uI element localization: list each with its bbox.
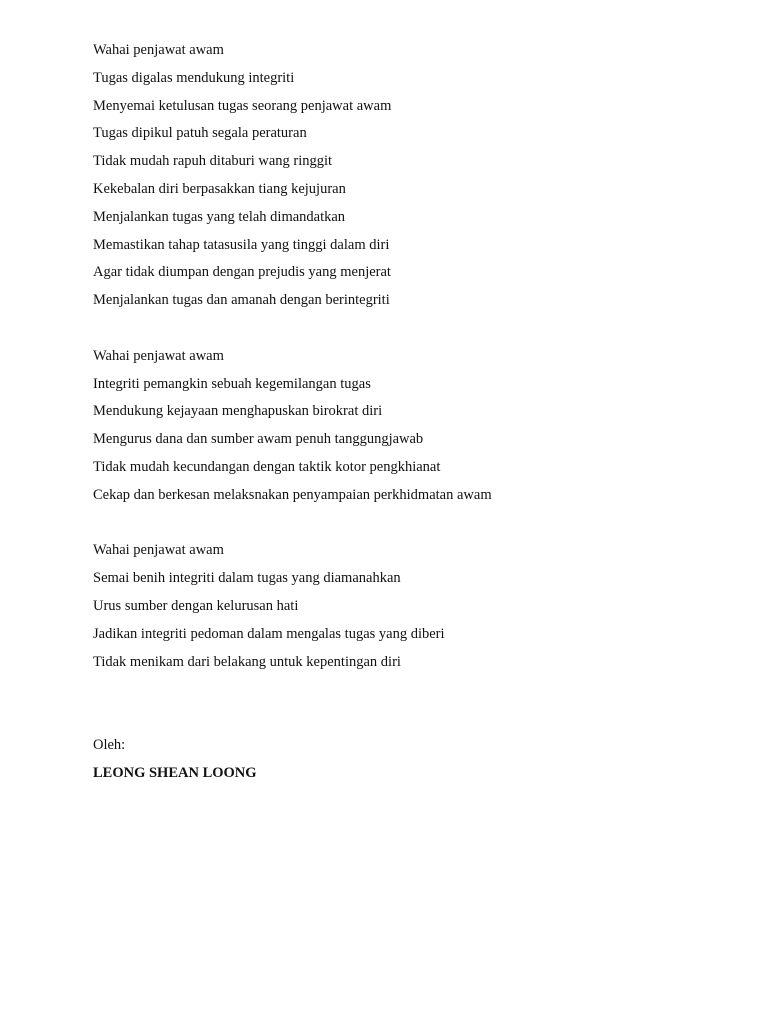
poem-line: Wahai penjawat awam: [93, 347, 224, 364]
poem-line: Urus sumber dengan kelurusan hati: [93, 597, 299, 614]
poem-line: Tugas digalas mendukung integriti: [93, 69, 295, 86]
poem-line: Tidak mudah kecundangan dengan taktik kotor pengkhianat: [93, 458, 441, 475]
byline: [93, 735, 768, 791]
poem-line: Tidak mudah rapuh ditaburi wang ringgit: [93, 153, 333, 170]
poem-stanza-3: [93, 540, 768, 679]
poem-line: Semai benih integriti dalam tugas yang diamanahkan: [93, 570, 401, 587]
poem-line: Menyemai ketulusan tugas seorang penjawat awam: [93, 97, 392, 114]
poem-stanza-2: [93, 346, 768, 513]
poem-line: Memastikan tahap tatasusila yang tinggi dalam diri: [93, 236, 390, 253]
poem-line: Wahai penjawat awam: [93, 542, 224, 559]
byline-label: Oleh:: [93, 736, 126, 753]
poem-stanza-1: [93, 40, 768, 318]
poem-line: Wahai penjawat awam: [93, 42, 224, 58]
poem-line: Jadikan integriti pedoman dalam mengalas tugas yang diberi: [93, 625, 445, 642]
author-name: LEONG SHEAN LOONG: [93, 764, 257, 781]
poem-line: Menjalankan tugas dan amanah dengan berintegriti: [93, 292, 390, 309]
blank-line: [93, 707, 768, 735]
poem-line: Integriti pemangkin sebuah kegemilangan tugas: [93, 375, 371, 392]
poem-line: Cekap dan berkesan melaksnakan penyampaian perkhidmatan awam: [93, 486, 492, 503]
poem-line: Tidak menikam dari belakang untuk kepentingan diri: [93, 653, 401, 670]
poem-line: Agar tidak diumpan dengan prejudis yang menjerat: [93, 264, 391, 281]
poem-line: Mengurus dana dan sumber awam penuh tanggungjawab: [93, 431, 424, 448]
poem-line: Kekebalan diri berpasakkan tiang kejujuran: [93, 180, 346, 197]
poem-line: Menjalankan tugas yang telah dimandatkan: [93, 208, 346, 225]
poem-line: Mendukung kejayaan menghapuskan birokrat diri: [93, 403, 383, 420]
poem-line: Tugas dipikul patuh segala peraturan: [93, 125, 307, 142]
